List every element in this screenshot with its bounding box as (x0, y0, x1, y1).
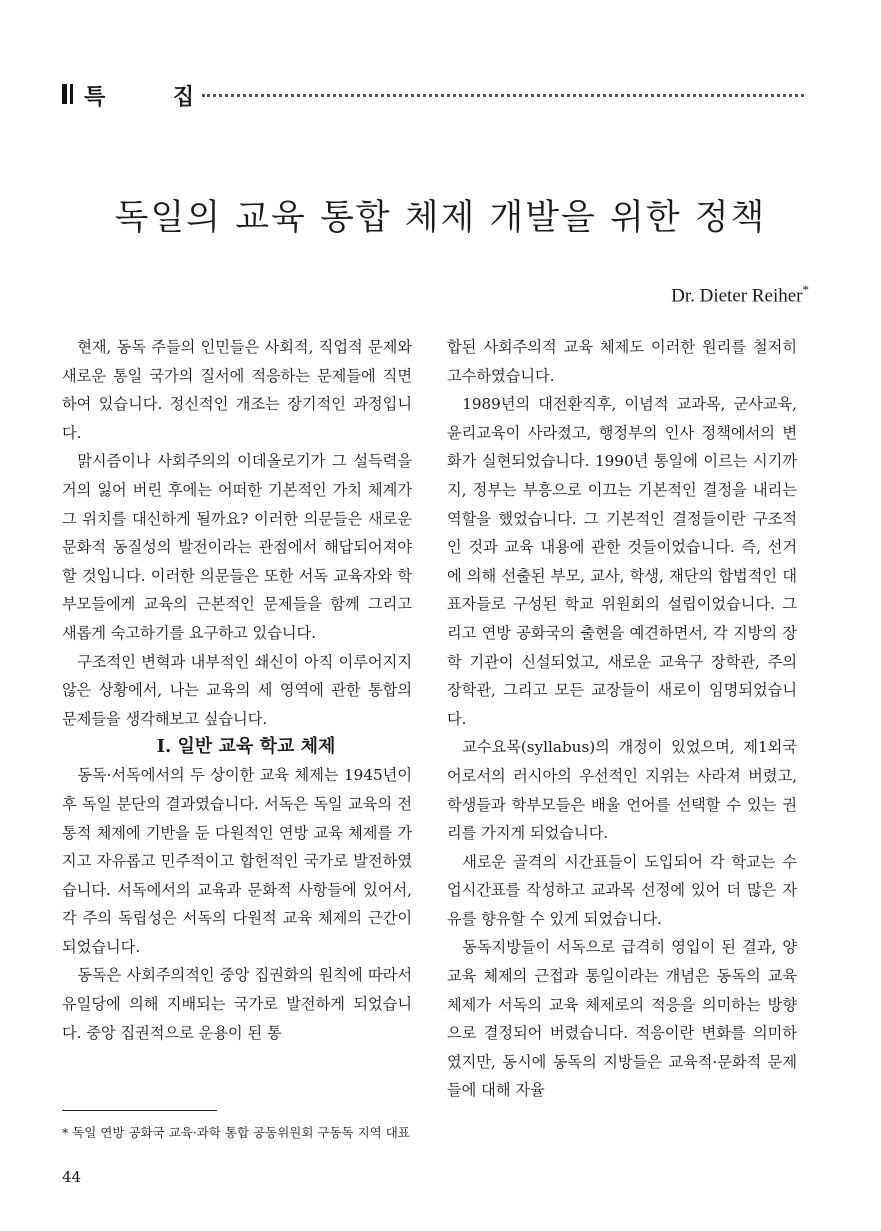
paragraph: 동독지방들이 서독으로 급격히 영입이 된 결과, 양교육 체제의 근접과 통일이라는 개념은 동독의 교육 체제가 서독의 교육 체제로의 적응을 의미하는 방향으로 결정되어 버렸습니다. 적응이란 변화를 의미하였지만, 동시에 동독의 지방들은 교육적·문화적 문제들에 대해 자율 (447, 938, 797, 1100)
header-marker-thin (70, 84, 73, 104)
paragraph: 구조적인 변혁과 내부적인 쇄신이 아직 이루어지지 않은 상황에서, 나는 교육의 세 영역에 관한 통합의 문제들을 생각해보고 싶습니다. (62, 652, 412, 728)
left-column (62, 333, 412, 1047)
author-footnote-marker: * (802, 282, 809, 297)
author-name: Dr. Dieter Reiher (671, 285, 803, 307)
paragraph: 새로운 골격의 시간표들이 도입되어 각 학교는 수업시간표를 작성하고 교과목 선정에 있어 더 많은 자유를 향유할 수 있게 되었습니다. (447, 852, 797, 928)
paragraph: 합된 사회주의적 교육 체제도 이러한 원리를 철저히 고수하였습니다. (447, 338, 797, 385)
footnote: * 독일 연방 공화국 교육·과학 통합 공동위원회 구동독 지역 대표 (62, 1125, 410, 1140)
paragraph: 맑시즘이나 사회주의의 이데올로기가 그 설득력을 거의 잃어 버린 후에는 어떠한 기본적인 가치 체계가 그 위치를 대신하게 될까요? 이러한 의문들은 새로운 문화적 동질성의 발전이라는 관점에서 해답되어져야 할 것입니다. 이러한 의문들은 또한 서독 교육자와 학부모들에게 교육의 근본적인 문제들을 함께 그리고 새롭게 숙고하기를 요구하고 있습니다. (62, 452, 412, 642)
section-label: 특 집 (84, 85, 225, 110)
right-column (447, 333, 797, 1105)
footnote-rule (62, 1110, 217, 1111)
article-title: 독일의 교육 통합 체제 개발을 위한 정책 (114, 198, 767, 238)
paragraph: 동독은 사회주의적인 중앙 집권화의 원칙에 따라서 유일당에 의해 지배되는 국가로 발전하게 되었습니다. 중앙 집권적으로 운용이 된 통 (62, 966, 412, 1042)
paragraph: 현재, 동독 주들의 인민들은 사회적, 직업적 문제와 새로운 통일 국가의 질서에 적응하는 문제들에 직면하여 있습니다. 정신적인 개조는 장기적인 과정입니다. (62, 338, 412, 442)
header-marker (62, 84, 67, 104)
author (671, 282, 809, 307)
page-number: 44 (62, 1168, 82, 1186)
header-dotted-rule (202, 94, 804, 97)
section-header (62, 80, 807, 110)
paragraph: 교수요목(syllabus)의 개정이 있었으며, 제1외국어로서의 러시아의 우선적인 지위는 사라져 버렸고, 학생들과 학부모들은 배울 언어를 선택할 수 있는 권리를 가지게 되었습니다. (447, 738, 797, 843)
paragraph: 1989년의 대전환직후, 이념적 교과목, 군사교육, 윤리교육이 사라졌고, 행정부의 인사 정책에서의 변화가 실현되었습니다. 1990년 통일에 이르는 시기까지, 정부는 부흥으로 이끄는 기본적인 결정을 내리는 역할을 했었습니다. 그 기본적인 결정들이란 구조적인 것과 교육 내용에 관한 것들이었습니다. 즉, 선거에 의해 선출된 부모, 교사, 학생, 재단의 합법적인 대표자들로 구성된 학교 위원회의 설립이었습니다. 그리고 연방 공화국의 출현을 예견하면서, 각 지방의 장학 기관이 신설되었고, 새로운 교육구 장학관, 주의 장학관, 그리고 모든 교장들이 새로이 임명되었습니다. (447, 395, 797, 728)
paragraph: 동독·서독에서의 두 상이한 교육 체제는 1945년이후 독일 분단의 결과였습니다. 서독은 독일 교육의 전통적 체제에 기반을 둔 다원적인 연방 교육 체제를 가지고 자유롭고 민주적이고 합헌적인 국가로 발전하였습니다. 서독에서의 교육과 문화적 사항들에 있어서, 각 주의 독립성은 서독의 다원적 교육 체제의 근간이 되었습니다. (62, 766, 412, 956)
section-heading: I. 일반 교육 학교 체제 (156, 736, 336, 758)
